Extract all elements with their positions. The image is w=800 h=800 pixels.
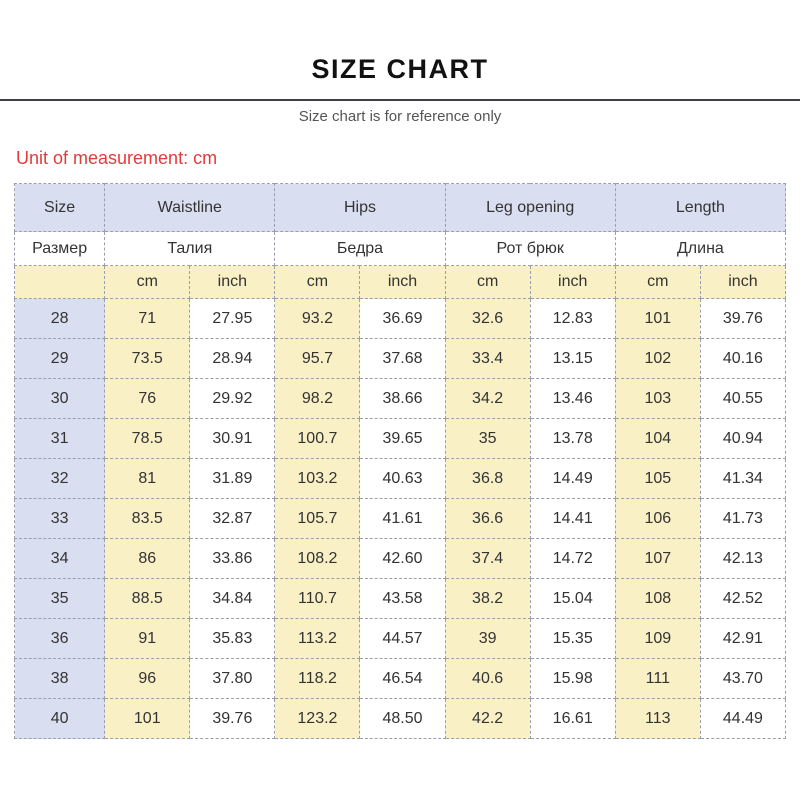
- unit-of-measurement-note: Unit of measurement: cm: [16, 148, 218, 168]
- value-cell: 110.7: [275, 579, 360, 619]
- unit-cell-cm: cm: [615, 266, 700, 299]
- value-cell: 39.65: [360, 419, 445, 459]
- header-row-english: [15, 184, 786, 232]
- table-row: [15, 419, 786, 459]
- value-cell: 35: [445, 419, 530, 459]
- value-cell: 14.41: [530, 499, 615, 539]
- value-cell: 109: [615, 619, 700, 659]
- value-cell: 30.91: [190, 419, 275, 459]
- table-row: [15, 699, 786, 739]
- value-cell: 46.54: [360, 659, 445, 699]
- value-cell: 35.83: [190, 619, 275, 659]
- value-cell: 42.60: [360, 539, 445, 579]
- value-cell: 31.89: [190, 459, 275, 499]
- value-cell: 123.2: [275, 699, 360, 739]
- value-cell: 41.73: [700, 499, 785, 539]
- value-cell: 27.95: [190, 299, 275, 339]
- value-cell: 14.72: [530, 539, 615, 579]
- unit-cell-cm: cm: [275, 266, 360, 299]
- value-cell: 37.68: [360, 339, 445, 379]
- unit-cell-inch: inch: [530, 266, 615, 299]
- value-cell: 15.98: [530, 659, 615, 699]
- value-cell: 40.55: [700, 379, 785, 419]
- value-cell: 13.78: [530, 419, 615, 459]
- value-cell: 39: [445, 619, 530, 659]
- divider-line: [0, 99, 800, 101]
- value-cell: 86: [105, 539, 190, 579]
- col-header-leg-opening: Leg opening: [445, 184, 615, 232]
- value-cell: 88.5: [105, 579, 190, 619]
- value-cell: 44.49: [700, 699, 785, 739]
- value-cell: 37.80: [190, 659, 275, 699]
- size-cell: 34: [15, 539, 105, 579]
- value-cell: 107: [615, 539, 700, 579]
- value-cell: 93.2: [275, 299, 360, 339]
- value-cell: 42.2: [445, 699, 530, 739]
- value-cell: 111: [615, 659, 700, 699]
- value-cell: 38.2: [445, 579, 530, 619]
- unit-cell-inch: inch: [190, 266, 275, 299]
- value-cell: 33.4: [445, 339, 530, 379]
- value-cell: 113: [615, 699, 700, 739]
- unit-cell-cm: cm: [105, 266, 190, 299]
- size-cell: 35: [15, 579, 105, 619]
- unit-cell-empty: [15, 266, 105, 299]
- size-cell: 28: [15, 299, 105, 339]
- col-header-waistline: Waistline: [105, 184, 275, 232]
- value-cell: 98.2: [275, 379, 360, 419]
- value-cell: 103.2: [275, 459, 360, 499]
- table-row: [15, 579, 786, 619]
- value-cell: 48.50: [360, 699, 445, 739]
- size-cell: 38: [15, 659, 105, 699]
- unit-cell-inch: inch: [700, 266, 785, 299]
- value-cell: 73.5: [105, 339, 190, 379]
- value-cell: 38.66: [360, 379, 445, 419]
- value-cell: 102: [615, 339, 700, 379]
- value-cell: 103: [615, 379, 700, 419]
- value-cell: 15.04: [530, 579, 615, 619]
- value-cell: 39.76: [700, 299, 785, 339]
- value-cell: 101: [105, 699, 190, 739]
- value-cell: 14.49: [530, 459, 615, 499]
- value-cell: 81: [105, 459, 190, 499]
- value-cell: 83.5: [105, 499, 190, 539]
- value-cell: 42.91: [700, 619, 785, 659]
- value-cell: 101: [615, 299, 700, 339]
- table-row: [15, 499, 786, 539]
- table-row: [15, 339, 786, 379]
- table-body: [15, 299, 786, 739]
- value-cell: 108.2: [275, 539, 360, 579]
- value-cell: 37.4: [445, 539, 530, 579]
- value-cell: 36.69: [360, 299, 445, 339]
- value-cell: 100.7: [275, 419, 360, 459]
- col-header-length-ru: Длина: [615, 232, 785, 266]
- value-cell: 42.13: [700, 539, 785, 579]
- size-cell: 33: [15, 499, 105, 539]
- value-cell: 96: [105, 659, 190, 699]
- col-header-hips: Hips: [275, 184, 445, 232]
- page-subtitle: Size chart is for reference only: [298, 108, 502, 125]
- table-row: [15, 299, 786, 339]
- value-cell: 41.61: [360, 499, 445, 539]
- col-header-leg-opening-ru: Рот брюк: [445, 232, 615, 266]
- value-cell: 39.76: [190, 699, 275, 739]
- size-cell: 29: [15, 339, 105, 379]
- value-cell: 41.34: [700, 459, 785, 499]
- size-cell: 32: [15, 459, 105, 499]
- value-cell: 34.2: [445, 379, 530, 419]
- size-cell: 30: [15, 379, 105, 419]
- unit-cell-cm: cm: [445, 266, 530, 299]
- value-cell: 13.15: [530, 339, 615, 379]
- value-cell: 32.6: [445, 299, 530, 339]
- value-cell: 71: [105, 299, 190, 339]
- value-cell: 76: [105, 379, 190, 419]
- size-chart-table: [14, 183, 786, 739]
- value-cell: 40.6: [445, 659, 530, 699]
- col-header-length: Length: [615, 184, 785, 232]
- unit-cell-inch: inch: [360, 266, 445, 299]
- value-cell: 13.46: [530, 379, 615, 419]
- value-cell: 105: [615, 459, 700, 499]
- value-cell: 34.84: [190, 579, 275, 619]
- page-title: SIZE CHART: [311, 54, 489, 84]
- table-row: [15, 619, 786, 659]
- table-row: [15, 459, 786, 499]
- value-cell: 40.63: [360, 459, 445, 499]
- value-cell: 36.8: [445, 459, 530, 499]
- col-header-size: Size: [15, 184, 105, 232]
- size-cell: 36: [15, 619, 105, 659]
- value-cell: 108: [615, 579, 700, 619]
- value-cell: 43.58: [360, 579, 445, 619]
- header-row-russian: [15, 232, 786, 266]
- value-cell: 28.94: [190, 339, 275, 379]
- header-row-units: [15, 266, 786, 299]
- value-cell: 42.52: [700, 579, 785, 619]
- value-cell: 105.7: [275, 499, 360, 539]
- size-cell: 31: [15, 419, 105, 459]
- value-cell: 118.2: [275, 659, 360, 699]
- table-row: [15, 659, 786, 699]
- value-cell: 36.6: [445, 499, 530, 539]
- value-cell: 40.94: [700, 419, 785, 459]
- value-cell: 106: [615, 499, 700, 539]
- size-cell: 40: [15, 699, 105, 739]
- value-cell: 95.7: [275, 339, 360, 379]
- value-cell: 104: [615, 419, 700, 459]
- col-header-size-ru: Размер: [15, 232, 105, 266]
- value-cell: 12.83: [530, 299, 615, 339]
- value-cell: 29.92: [190, 379, 275, 419]
- value-cell: 113.2: [275, 619, 360, 659]
- value-cell: 15.35: [530, 619, 615, 659]
- value-cell: 40.16: [700, 339, 785, 379]
- value-cell: 91: [105, 619, 190, 659]
- table-row: [15, 379, 786, 419]
- value-cell: 44.57: [360, 619, 445, 659]
- value-cell: 78.5: [105, 419, 190, 459]
- value-cell: 16.61: [530, 699, 615, 739]
- value-cell: 32.87: [190, 499, 275, 539]
- col-header-hips-ru: Бедра: [275, 232, 445, 266]
- value-cell: 33.86: [190, 539, 275, 579]
- col-header-waistline-ru: Талия: [105, 232, 275, 266]
- value-cell: 43.70: [700, 659, 785, 699]
- table-row: [15, 539, 786, 579]
